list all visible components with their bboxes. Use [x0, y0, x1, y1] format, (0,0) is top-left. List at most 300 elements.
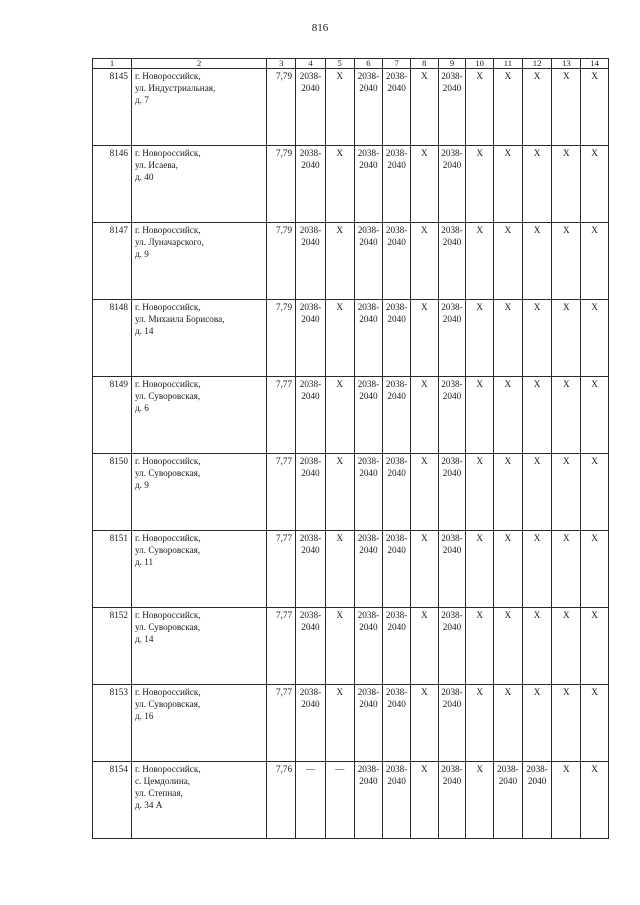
mark-text: Х	[563, 533, 570, 543]
record-number: 8146	[93, 146, 132, 223]
table-row	[93, 454, 609, 531]
mark-text: Х	[420, 71, 428, 81]
record-number: 8147	[93, 223, 132, 300]
period-line: 2040	[359, 391, 378, 401]
period-cell	[383, 685, 411, 762]
mark-cell	[494, 223, 523, 300]
period-cell	[354, 377, 383, 454]
address-line: г. Новороссийск,	[134, 533, 201, 543]
address-cell	[131, 300, 266, 377]
mark-text: Х	[591, 687, 598, 697]
mark-cell	[325, 377, 354, 454]
address-cell	[131, 223, 266, 300]
column-number-header-row	[93, 59, 609, 69]
mark-cell	[296, 762, 326, 839]
mark-text: Х	[336, 533, 343, 543]
column-header: 1	[93, 59, 132, 69]
period-line: 2038-	[299, 302, 322, 312]
period-line: 2038-	[441, 302, 463, 312]
mark-cell	[522, 300, 552, 377]
record-number: 8152	[93, 608, 132, 685]
period-line: 2040	[442, 776, 462, 786]
period-cell	[296, 69, 326, 146]
table-row	[93, 685, 609, 762]
period-line: 2040	[442, 391, 462, 401]
table-row	[93, 146, 609, 223]
period-cell	[296, 146, 326, 223]
period-line: 2040	[359, 776, 378, 786]
period-line: 2038-	[385, 610, 408, 620]
period-line: 2038-	[357, 533, 380, 543]
column-header: 11	[494, 59, 523, 69]
address-line: г. Новороссийск,	[134, 456, 201, 466]
record-number: 8148	[93, 300, 132, 377]
period-line: 2040	[359, 237, 378, 247]
period-line: 2038-	[299, 71, 322, 81]
column-header: 6	[354, 59, 383, 69]
period-cell	[438, 69, 466, 146]
mark-text: Х	[533, 610, 541, 620]
period-line: 2038-	[385, 148, 408, 158]
column-header: 4	[296, 59, 326, 69]
period-line: 2040	[359, 699, 378, 709]
mark-cell	[410, 146, 438, 223]
table-row	[93, 762, 609, 839]
mark-cell	[552, 608, 581, 685]
mark-cell	[522, 69, 552, 146]
address-line: ул. Индустриальная,	[134, 83, 216, 93]
mark-text: Х	[504, 148, 512, 158]
column-header: 7	[383, 59, 411, 69]
mark-text: Х	[563, 456, 570, 466]
period-line: 2040	[442, 237, 462, 247]
period-cell	[438, 608, 466, 685]
period-line: 2040	[301, 391, 320, 401]
period-line: 2040	[387, 160, 406, 170]
period-line: 2040	[387, 314, 406, 324]
column-header: 10	[466, 59, 494, 69]
period-line: 2040	[498, 776, 518, 786]
address-line: д. 9	[134, 249, 149, 259]
period-cell	[438, 377, 466, 454]
mark-cell	[581, 762, 609, 839]
period-line: 2040	[301, 83, 320, 93]
mark-cell	[410, 377, 438, 454]
mark-cell	[522, 377, 552, 454]
mark-cell	[466, 69, 494, 146]
mark-cell	[494, 300, 523, 377]
mark-cell	[466, 531, 494, 608]
period-cell	[383, 531, 411, 608]
mark-cell	[581, 300, 609, 377]
mark-cell	[325, 146, 354, 223]
mark-cell	[325, 69, 354, 146]
mark-cell	[325, 300, 354, 377]
mark-text: Х	[591, 610, 598, 620]
address-line: г. Новороссийск,	[134, 379, 201, 389]
value-cell: 7,79	[267, 69, 296, 146]
period-line: 2038-	[441, 687, 463, 697]
mark-text: Х	[563, 225, 570, 235]
mark-cell	[552, 223, 581, 300]
period-cell	[296, 608, 326, 685]
period-line: 2038-	[385, 71, 408, 81]
mark-text: Х	[591, 225, 598, 235]
mark-text: Х	[504, 379, 512, 389]
address-line: ул. Степная,	[134, 788, 183, 798]
mark-cell	[581, 146, 609, 223]
period-cell	[383, 377, 411, 454]
period-line: 2038-	[441, 379, 463, 389]
mark-text: Х	[533, 456, 541, 466]
mark-text: Х	[533, 687, 541, 697]
period-line: 2038-	[385, 764, 408, 774]
record-number: 8153	[93, 685, 132, 762]
mark-cell	[410, 685, 438, 762]
period-cell	[383, 762, 411, 839]
mark-cell	[466, 608, 494, 685]
address-line: г. Новороссийск,	[134, 687, 201, 697]
mark-cell	[494, 454, 523, 531]
period-cell	[296, 377, 326, 454]
period-line: 2038-	[385, 456, 408, 466]
address-line: г. Новороссийск,	[134, 148, 201, 158]
mark-text: Х	[420, 148, 428, 158]
period-line: 2038-	[357, 302, 380, 312]
mark-text: Х	[476, 456, 483, 466]
period-line: 2038-	[441, 71, 463, 81]
mark-text: Х	[563, 379, 570, 389]
address-line: д. 14	[134, 326, 154, 336]
mark-text: Х	[533, 379, 541, 389]
period-cell	[494, 762, 523, 839]
mark-cell	[466, 377, 494, 454]
mark-cell	[466, 223, 494, 300]
period-line: 2038-	[385, 687, 408, 697]
period-cell	[354, 146, 383, 223]
mark-cell	[581, 685, 609, 762]
period-line: 2038-	[357, 71, 380, 81]
column-header: 9	[438, 59, 466, 69]
period-cell	[296, 454, 326, 531]
mark-cell	[494, 685, 523, 762]
mark-text: Х	[504, 302, 512, 312]
mark-cell	[522, 685, 552, 762]
mark-cell	[522, 146, 552, 223]
mark-cell	[466, 146, 494, 223]
mark-cell	[581, 69, 609, 146]
mark-text: Х	[533, 71, 541, 81]
mark-text: Х	[476, 610, 483, 620]
period-line: 2040	[301, 160, 320, 170]
period-line: 2040	[301, 545, 320, 555]
period-cell	[383, 300, 411, 377]
address-line: г. Новороссийск,	[134, 225, 201, 235]
period-line: 2038-	[299, 610, 322, 620]
period-cell	[438, 762, 466, 839]
period-line: 2038-	[299, 379, 322, 389]
mark-cell	[494, 531, 523, 608]
mark-cell	[522, 223, 552, 300]
period-line: 2040	[442, 160, 462, 170]
mark-cell	[410, 608, 438, 685]
mark-cell	[494, 608, 523, 685]
address-cell	[131, 377, 266, 454]
period-line: 2040	[359, 314, 378, 324]
period-line: 2040	[442, 314, 462, 324]
address-line: г. Новороссийск,	[134, 610, 201, 620]
period-line: 2040	[442, 468, 462, 478]
period-line: 2038-	[441, 225, 463, 235]
period-line: 2040	[359, 622, 378, 632]
period-cell	[354, 762, 383, 839]
mark-text: Х	[504, 533, 512, 543]
column-header: 12	[522, 59, 552, 69]
table-row	[93, 608, 609, 685]
address-line: д. 16	[134, 711, 154, 721]
period-line: 2038-	[385, 225, 408, 235]
mark-cell	[581, 454, 609, 531]
address-line: д. 14	[134, 634, 154, 644]
period-line: 2040	[301, 622, 320, 632]
period-line: 2038-	[357, 225, 380, 235]
mark-text: Х	[336, 687, 343, 697]
mark-cell	[581, 608, 609, 685]
mark-cell	[552, 377, 581, 454]
address-line: г. Новороссийск,	[134, 302, 201, 312]
period-cell	[383, 223, 411, 300]
address-cell	[131, 762, 266, 839]
period-line: 2038-	[441, 764, 463, 774]
mark-cell	[410, 69, 438, 146]
mark-text: Х	[336, 379, 343, 389]
period-line: 2040	[442, 83, 462, 93]
mark-text: Х	[336, 148, 343, 158]
mark-cell	[325, 762, 354, 839]
mark-text: Х	[420, 533, 428, 543]
address-line: д. 7	[134, 95, 149, 105]
mark-text: Х	[591, 456, 598, 466]
mark-text: Х	[563, 610, 570, 620]
period-line: 2040	[301, 468, 320, 478]
address-line: ул. Суворовская,	[134, 468, 201, 478]
period-cell	[296, 300, 326, 377]
mark-text: Х	[336, 71, 343, 81]
address-cell	[131, 531, 266, 608]
mark-cell	[466, 454, 494, 531]
mark-text: Х	[336, 610, 343, 620]
period-cell	[383, 454, 411, 531]
period-cell	[354, 300, 383, 377]
period-line: 2040	[301, 237, 320, 247]
period-line: 2040	[387, 699, 406, 709]
mark-cell	[410, 531, 438, 608]
period-line: 2040	[301, 314, 320, 324]
mark-cell	[581, 377, 609, 454]
period-line: 2038-	[441, 533, 463, 543]
period-line: 2038-	[357, 687, 380, 697]
mark-cell	[522, 531, 552, 608]
mark-text: Х	[336, 225, 343, 235]
mark-cell	[581, 531, 609, 608]
mark-text: Х	[476, 302, 483, 312]
address-cell	[131, 69, 266, 146]
period-line: 2038-	[299, 456, 322, 466]
period-line: 2040	[387, 776, 406, 786]
value-cell: 7,76	[267, 762, 296, 839]
period-cell	[522, 762, 552, 839]
column-header: 8	[410, 59, 438, 69]
period-line: 2038-	[385, 533, 408, 543]
period-cell	[438, 223, 466, 300]
mark-text: Х	[420, 379, 428, 389]
mark-text: —	[335, 764, 345, 774]
period-line: 2038-	[299, 533, 322, 543]
period-line: 2038-	[357, 456, 380, 466]
mark-cell	[552, 454, 581, 531]
period-cell	[438, 531, 466, 608]
mark-cell	[522, 608, 552, 685]
period-line: 2040	[301, 699, 320, 709]
value-cell: 7,77	[267, 454, 296, 531]
period-line: 2038-	[357, 148, 380, 158]
value-cell: 7,77	[267, 531, 296, 608]
mark-text: Х	[504, 71, 512, 81]
address-cell	[131, 608, 266, 685]
mark-cell	[410, 300, 438, 377]
period-cell	[383, 146, 411, 223]
period-line: 2040	[387, 391, 406, 401]
address-line: д. 6	[134, 403, 149, 413]
period-cell	[296, 531, 326, 608]
address-line: д. 11	[134, 557, 154, 567]
period-line: 2038-	[357, 764, 380, 774]
period-line: 2040	[442, 699, 462, 709]
mark-text: Х	[533, 148, 541, 158]
mark-cell	[325, 454, 354, 531]
period-line: 2038-	[385, 379, 408, 389]
table-row	[93, 69, 609, 146]
table-row	[93, 300, 609, 377]
address-line: с. Цемдолина,	[134, 776, 191, 786]
value-cell: 7,77	[267, 377, 296, 454]
mark-text: Х	[476, 71, 483, 81]
address-line: д. 34 А	[134, 800, 163, 810]
mark-text: Х	[420, 456, 428, 466]
table-row	[93, 377, 609, 454]
mark-text: Х	[504, 687, 512, 697]
mark-cell	[494, 69, 523, 146]
mark-text: Х	[476, 379, 483, 389]
mark-cell	[410, 762, 438, 839]
period-line: 2040	[442, 545, 462, 555]
period-cell	[383, 69, 411, 146]
mark-text: Х	[533, 225, 541, 235]
mark-text: Х	[504, 225, 512, 235]
period-line: 2040	[387, 468, 406, 478]
mark-cell	[552, 300, 581, 377]
mark-cell	[552, 685, 581, 762]
address-cell	[131, 454, 266, 531]
mark-cell	[466, 685, 494, 762]
column-header: 13	[552, 59, 581, 69]
period-cell	[296, 223, 326, 300]
mark-cell	[466, 300, 494, 377]
mark-text: Х	[533, 533, 541, 543]
address-line: г. Новороссийск,	[134, 764, 201, 774]
period-line: 2040	[387, 545, 406, 555]
address-line: ул. Суворовская,	[134, 545, 201, 555]
column-header: 2	[131, 59, 266, 69]
table-row	[93, 223, 609, 300]
period-cell	[438, 454, 466, 531]
mark-text: Х	[591, 379, 598, 389]
mark-text: Х	[504, 610, 512, 620]
period-line: 2040	[387, 237, 406, 247]
mark-text: Х	[591, 71, 598, 81]
mark-text: Х	[591, 764, 598, 774]
address-line: г. Новороссийск,	[134, 71, 201, 81]
address-cell	[131, 685, 266, 762]
address-line: д. 9	[134, 480, 149, 490]
period-line: 2038-	[299, 148, 322, 158]
mark-cell	[552, 762, 581, 839]
period-cell	[438, 685, 466, 762]
address-line: ул. Суворовская,	[134, 391, 201, 401]
mark-cell	[552, 69, 581, 146]
page-number: 816	[311, 22, 329, 34]
period-cell	[296, 685, 326, 762]
address-line: ул. Суворовская,	[134, 622, 201, 632]
period-cell	[438, 146, 466, 223]
mark-text: Х	[563, 687, 570, 697]
value-cell: 7,79	[267, 146, 296, 223]
mark-text: Х	[420, 302, 428, 312]
column-header: 5	[325, 59, 354, 69]
period-line: 2040	[387, 622, 406, 632]
mark-text: Х	[563, 71, 570, 81]
period-line: 2038-	[385, 302, 408, 312]
period-cell	[383, 608, 411, 685]
period-line: 2040	[359, 83, 378, 93]
mark-text: Х	[533, 302, 541, 312]
period-line: 2038-	[526, 764, 548, 774]
address-line: д. 40	[134, 172, 154, 182]
period-cell	[354, 69, 383, 146]
period-line: 2038-	[299, 225, 322, 235]
period-line: 2038-	[441, 610, 463, 620]
address-line: ул. Исаева,	[134, 160, 178, 170]
record-number: 8149	[93, 377, 132, 454]
period-line: 2038-	[357, 610, 380, 620]
mark-cell	[522, 454, 552, 531]
period-line: 2038-	[441, 148, 463, 158]
mark-text: Х	[591, 533, 598, 543]
period-line: 2040	[359, 545, 378, 555]
mark-cell	[494, 377, 523, 454]
mark-text: Х	[476, 764, 483, 774]
period-line: 2038-	[441, 456, 463, 466]
mark-cell	[494, 146, 523, 223]
record-number: 8151	[93, 531, 132, 608]
mark-text: Х	[563, 764, 570, 774]
mark-text: Х	[476, 225, 483, 235]
period-cell	[354, 531, 383, 608]
mark-text: Х	[420, 687, 428, 697]
period-line: 2040	[387, 83, 406, 93]
record-number: 8145	[93, 69, 132, 146]
mark-cell	[325, 608, 354, 685]
